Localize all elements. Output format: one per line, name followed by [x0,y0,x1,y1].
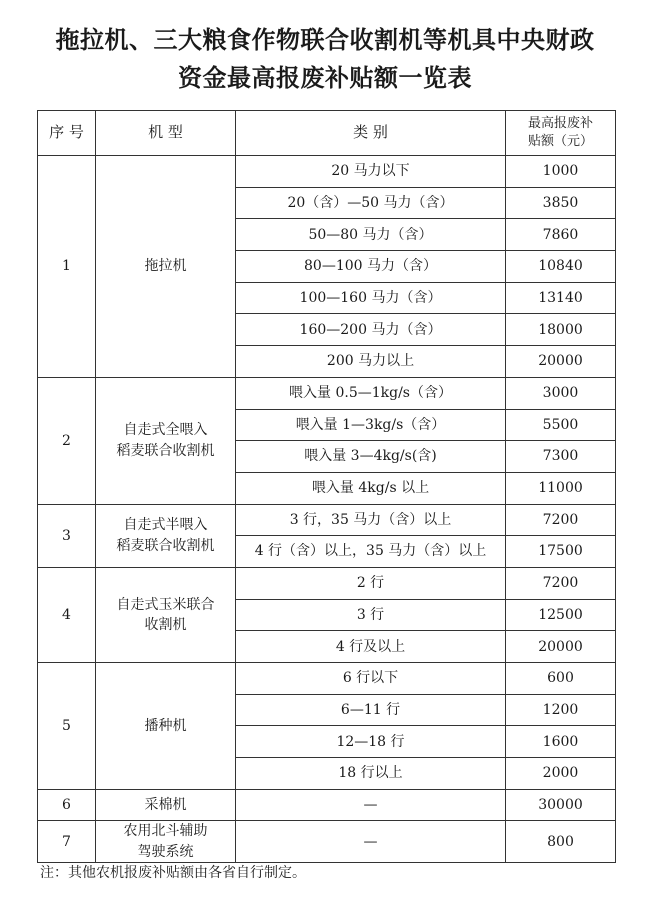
category-cell: 18 行以上 [236,758,506,790]
subsidy-amount-cell: 7200 [506,504,616,536]
category-cell: 6—11 行 [236,694,506,726]
subsidy-amount-cell: 20000 [506,631,616,663]
machine-type-line: 农用北斗辅助 [123,823,208,840]
subsidy-amount-cell: 13140 [506,282,616,314]
machine-type-line: 自走式半喂入 [123,517,208,534]
header-model: 机 型 [96,111,236,156]
machine-type-line: 稻麦联合收割机 [116,442,215,459]
row-index: 2 [38,377,96,504]
machine-type [96,663,236,790]
subsidy-amount-cell: 800 [506,821,616,863]
category-cell: 4 行（含）以上，35 马力（含）以上 [236,536,506,568]
machine-type-line: 收割机 [144,616,187,633]
table-header-row [38,111,616,156]
category-cell: 100—160 马力（含） [236,282,506,314]
subsidy-amount-cell: 3000 [506,377,616,409]
subsidy-amount-cell: 2000 [506,758,616,790]
header-index: 序 号 [38,111,96,156]
category-cell: 50—80 马力（含） [236,219,506,251]
subsidy-amount-cell: 20000 [506,346,616,378]
machine-type-line: 拖拉机 [144,258,187,275]
subsidy-amount-cell: 7200 [506,567,616,599]
subsidy-amount-cell: 3850 [506,187,616,219]
category-cell: — [236,789,506,821]
category-cell: 喂入量 3—4kg/s(含) [236,441,506,473]
subsidy-amount-cell: 17500 [506,536,616,568]
category-cell: — [236,821,506,863]
machine-type [96,821,236,863]
machine-type-line: 驾驶系统 [137,843,194,860]
table-body [38,156,616,863]
category-cell: 6 行以下 [236,663,506,695]
machine-type [96,567,236,662]
table-row [38,567,616,599]
category-cell: 喂入量 1—3kg/s（含） [236,409,506,441]
category-cell: 200 马力以上 [236,346,506,378]
machine-type [96,156,236,378]
table-row [38,377,616,409]
subsidy-amount-cell: 5500 [506,409,616,441]
subsidy-amount-cell: 600 [506,663,616,695]
header-category: 类 别 [236,111,506,156]
document-title-line-1: 拖拉机、三大粮食作物联合收割机等机具中央财政 [55,26,595,54]
subsidy-amount-cell: 11000 [506,472,616,504]
machine-type-line: 采棉机 [144,796,187,813]
machine-type [96,504,236,567]
subsidy-amount-cell: 7300 [506,441,616,473]
machine-type-line: 稻麦联合收割机 [116,537,215,554]
header-subsidy [506,111,616,156]
machine-type-line: 自走式玉米联合 [116,596,215,613]
table-row [38,504,616,536]
machine-type-line: 播种机 [144,717,187,734]
subsidy-amount-cell: 30000 [506,789,616,821]
category-cell: 3 行 [236,599,506,631]
subsidy-amount-cell: 7860 [506,219,616,251]
row-index: 4 [38,567,96,662]
category-cell: 80—100 马力（含） [236,251,506,283]
subsidy-amount-cell: 12500 [506,599,616,631]
category-cell: 喂入量 0.5—1kg/s（含） [236,377,506,409]
row-index: 7 [38,821,96,863]
category-cell: 喂入量 4kg/s 以上 [236,472,506,504]
header-subsidy-line-1: 最高报废补 [527,115,593,131]
table-row [38,821,616,863]
category-cell: 2 行 [236,567,506,599]
header-subsidy-line-2: 贴额（元） [527,134,593,149]
row-index: 6 [38,789,96,821]
category-cell: 20 马力以下 [236,156,506,188]
category-cell: 12—18 行 [236,726,506,758]
table-row [38,156,616,188]
category-cell: 4 行及以上 [236,631,506,663]
subsidy-amount-cell: 10840 [506,251,616,283]
document-title-line-2: 资金最高报废补贴额一览表 [178,64,472,92]
footnote: 注：其他农机报废补贴额由各省自行制定。 [40,865,306,881]
row-index: 3 [38,504,96,567]
machine-type [96,789,236,821]
subsidy-amount-cell: 1000 [506,156,616,188]
category-cell: 20（含）—50 马力（含） [236,187,506,219]
row-index: 5 [38,663,96,790]
category-cell: 3 行，35 马力（含）以上 [236,504,506,536]
category-cell: 160—200 马力（含） [236,314,506,346]
subsidy-amount-cell: 1600 [506,726,616,758]
machine-type [96,377,236,504]
row-index: 1 [38,156,96,378]
subsidy-amount-cell: 18000 [506,314,616,346]
machine-type-line: 自走式全喂入 [123,422,208,439]
subsidy-amount-cell: 1200 [506,694,616,726]
subsidy-table [37,110,616,863]
table-row [38,663,616,695]
table-row [38,789,616,821]
